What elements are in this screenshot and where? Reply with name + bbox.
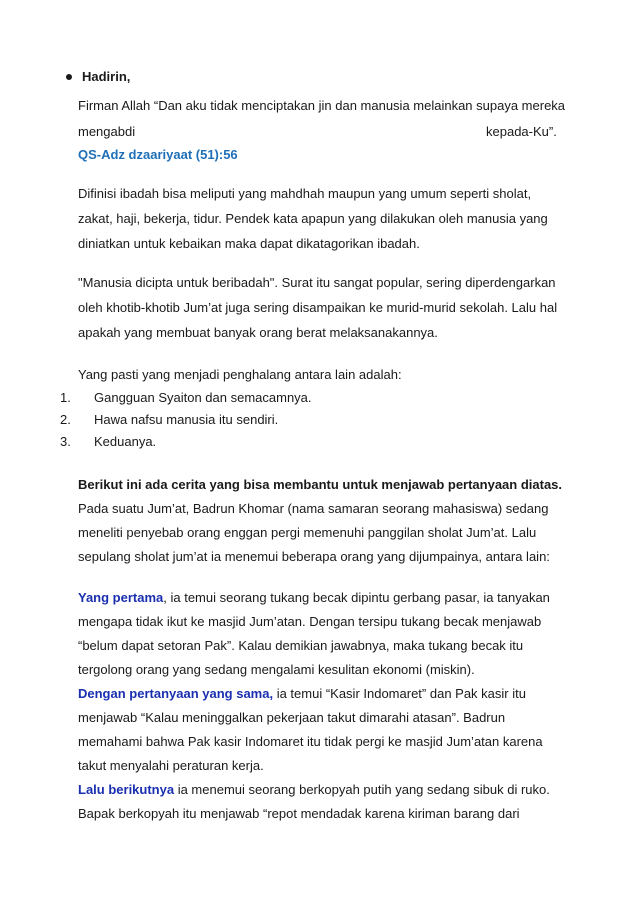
list-number: 2. [60, 412, 71, 427]
paragraph-line: Bapak berkopyah itu menjawab “repot mendadak karena kiriman barang dari [78, 806, 520, 821]
paragraph-line: kepada-Ku”. [486, 124, 557, 139]
paragraph-line: menjawab “Kalau meninggalkan pekerjaan takut dimarahi atasan”. Badrun [78, 710, 506, 725]
paragraph-line: mengapa tidak ikut ke masjid Jum’atan. Dengan tersipu tukang becak menjawab [78, 614, 542, 629]
paragraph-line: diniatkan untuk kebaikan maka dapat dikatagorikan ibadah. [78, 236, 420, 251]
paragraph-line: mengabdi [78, 124, 136, 139]
story-title: Berikut ini ada cerita yang bisa membantu untuk menjawab pertanyaan diatas. [78, 477, 563, 492]
highlight-label: Dengan pertanyaan yang sama, [78, 686, 274, 701]
paragraph-line: oleh khotib-khotib Jum’at juga sering disampaikan ke murid-murid sekolah. Lalu hal [78, 300, 558, 315]
list-intro: Yang pasti yang menjadi penghalang antara lain adalah: [78, 367, 402, 382]
paragraph-line: apakah yang membuat banyak orang berat melaksanakannya. [78, 325, 438, 340]
paragraph-line: Pada suatu Jum’at, Badrun Khomar (nama samaran seorang mahasiswa) sedang [78, 501, 549, 516]
list-item: Gangguan Syaiton dan semacamnya. [94, 390, 312, 405]
list-item: Hawa nafsu manusia itu sendiri. [94, 412, 279, 427]
list-number: 3. [60, 434, 71, 449]
paragraph-line: Difinisi ibadah bisa meliputi yang mahdhah maupun yang umum seperti sholat, [78, 186, 532, 201]
highlight-label: Lalu berikutnya [78, 782, 175, 797]
heading: Hadirin, [82, 69, 131, 84]
paragraph-line: memahami bahwa Pak kasir Indomaret itu tidak pergi ke masjid Jum’atan karena [78, 734, 543, 749]
paragraph-line: “belum dapat setoran Pak”. Kalau demikian jawabnya, maka tukang becak itu [78, 638, 524, 653]
list-number: 1. [60, 390, 71, 405]
paragraph-line: Firman Allah “Dan aku tidak menciptakan jin dan manusia melainkan supaya mereka [78, 98, 566, 113]
quran-reference: QS-Adz dzaariyaat (51):56 [78, 147, 238, 162]
paragraph-line: tergolong orang yang sedang mengalami kesulitan ekonomi (miskin). [78, 662, 475, 677]
paragraph-line: Lalu berikutnya ia menemui seorang berkopyah putih yang sedang sibuk di ruko. [78, 782, 550, 797]
paragraph-line: sepulang sholat jum’at ia menemui beberapa orang yang dijumpainya, antara lain: [78, 549, 550, 564]
paragraph-line: "Manusia dicipta untuk beribadah". Surat itu sangat popular, sering diperdengarkan [78, 275, 556, 290]
bullet-icon [66, 74, 72, 80]
highlight-label: Yang pertama [78, 590, 164, 605]
paragraph-line: meneliti penyebab orang enggan pergi memenuhi panggilan sholat Jum’at. Lalu [78, 525, 537, 540]
paragraph-line: Dengan pertanyaan yang sama, ia temui “Kasir Indomaret” dan Pak kasir itu [78, 686, 526, 701]
list-item: Keduanya. [94, 434, 157, 449]
paragraph-line: takut menyalahi peraturan kerja. [78, 758, 264, 773]
paragraph-line: Yang pertama, ia temui seorang tukang becak dipintu gerbang pasar, ia tanyakan [78, 590, 550, 605]
paragraph-line: zakat, haji, bekerja, tidur. Pendek kata apapun yang dilakukan oleh manusia yang [78, 211, 548, 226]
